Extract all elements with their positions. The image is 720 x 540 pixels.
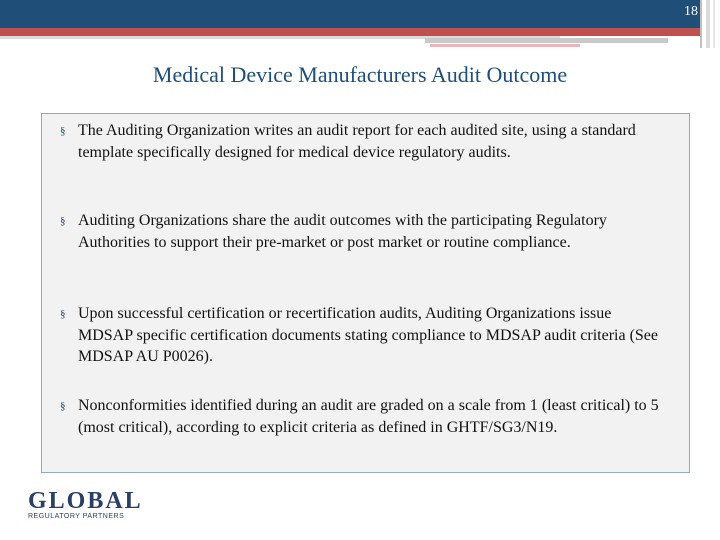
slide-number: 18 [684,4,698,19]
bullet-text: Upon successful certification or recertification audits, Auditing Organizations issue MDSAP specific certification documents stating compliance to MDSAP audit criteria (See MDSAP AU P0026). [78,305,659,365]
header-edge-line [700,0,702,48]
company-logo [28,488,143,522]
bullet-text: The Auditing Organization writes an audit report for each audited site, using a standard template specifically designed for medical device regulatory audits. [78,122,636,161]
bullet-item [58,395,678,438]
header-stripe [425,38,668,43]
bullet-marker-icon: § [60,308,66,320]
bullet-item [58,210,668,253]
bullet-item [58,303,668,368]
header-bar [0,0,700,28]
logo-tagline: REGULATORY PARTNERS [28,513,125,520]
bullet-marker-icon: § [60,400,66,412]
bullet-text: Nonconformities identified during an audit are graded on a scale from 1 (least critical) to 5 (most critical), according to explicit criteria as defined in GHTF/SG3/N19. [78,397,659,436]
header-accent-bar [0,28,700,36]
header-edge-line [706,0,710,48]
header-stripe [430,44,580,47]
bullet-marker-icon: § [60,125,66,137]
bullet-text: Auditing Organizations share the audit outcomes with the participating Regulatory Authorities to support their pre-market or post market or routine compliance. [78,212,607,251]
slide-title: Medical Device Manufacturers Audit Outcome [152,62,568,87]
logo-name: GLOBAL [28,488,143,514]
header-edge-line [713,0,715,48]
bullet-item [58,120,668,163]
bullet-marker-icon: § [60,215,66,227]
content-box [41,113,690,473]
